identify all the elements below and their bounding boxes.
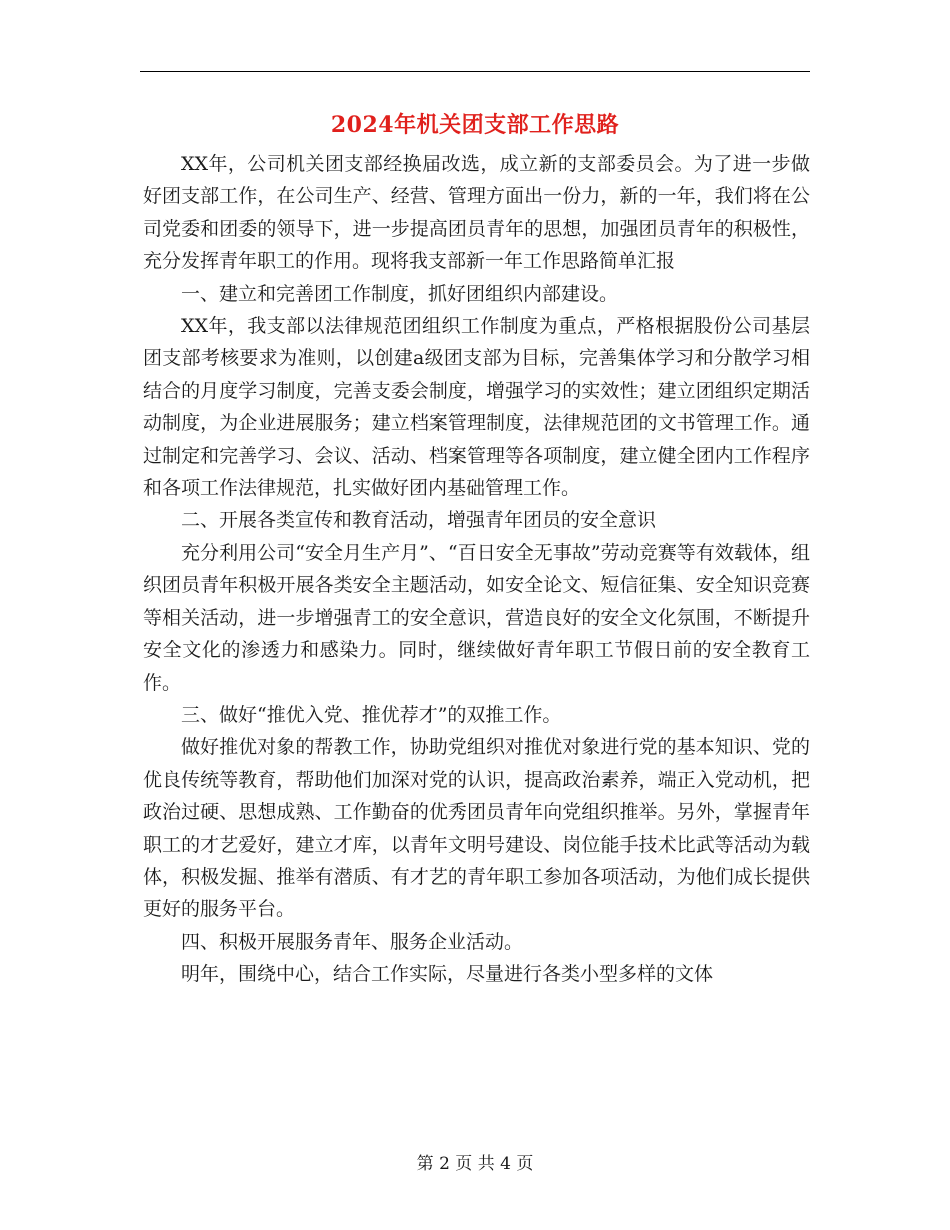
document-title: 2024年机关团支部工作思路 [330, 112, 620, 138]
section-heading-3: 三、做好“推优入党、推优荐才”的双推工作。 [181, 703, 562, 726]
header-rule [140, 71, 810, 72]
paragraph-section-1: XX年，我支部以法律规范团组织工作制度为重点，严格根据股份公司基层团支部考核要求为准则，以创建a级团支部为目标，完善集体学习和分散学习相结合的月度学习制度，完善支委会制度，增强学习的实效性；建立团组织定期活动制度，为企业进展服务；建立档案管理制度，法律规范团的文书管理工作。通过制定和完善学习、会议、活动、档案管理等各项制度，建立健全团内工作程序和各项工作法律规范，扎实做好团内基础管理工作。 [143, 315, 810, 500]
section-heading-4: 四、积极开展服务青年、服务企业活动。 [181, 930, 524, 953]
paragraph-intro: XX年，公司机关团支部经换届改选，成立新的支部委员会。为了进一步做好团支部工作，在公司生产、经营、管理方面出一份力，新的一年，我们将在公司党委和团委的领导下，进一步提高团员青年的思想，加强团员青年的积极性，充分发挥青年职工的作用。现将我支部新一年工作思路简单汇报 [143, 153, 810, 273]
document-body [143, 148, 810, 991]
section-heading-2: 二、开展各类宣传和教育活动，增强青年团员的安全意识 [181, 509, 657, 532]
page-number-footer: 第 2 页 共 4 页 [416, 1154, 534, 1174]
section-heading-1: 一、建立和完善团工作制度，抓好团组织内部建设。 [181, 282, 619, 305]
paragraph-section-2: 充分利用公司“安全月生产月”、“百日安全无事故”劳动竞赛等有效载体，组织团员青年积极开展各类安全主题活动，如安全论文、短信征集、安全知识竞赛等相关活动，进一步增强青工的安全意识，营造良好的安全文化氛围，不断提升安全文化的渗透力和感染力。同时，继续做好青年职工节假日前的安全教育工作。 [143, 541, 810, 694]
paragraph-section-4: 明年，围绕中心，结合工作实际，尽量进行各类小型多样的文体 [181, 963, 714, 986]
paragraph-section-3: 做好推优对象的帮教工作，协助党组织对推优对象进行党的基本知识、党的优良传统等教育，帮助他们加深对党的认识，提高政治素养，端正入党动机，把政治过硬、思想成熟、工作勤奋的优秀团员青年向党组织推举。另外，掌握青年职工的才艺爱好，建立才库，以青年文明号建设、岗位能手技术比武等活动为载体，积极发掘、推举有潜质、有才艺的青年职工参加各项活动，为他们成长提供更好的服务平台。 [143, 736, 810, 921]
